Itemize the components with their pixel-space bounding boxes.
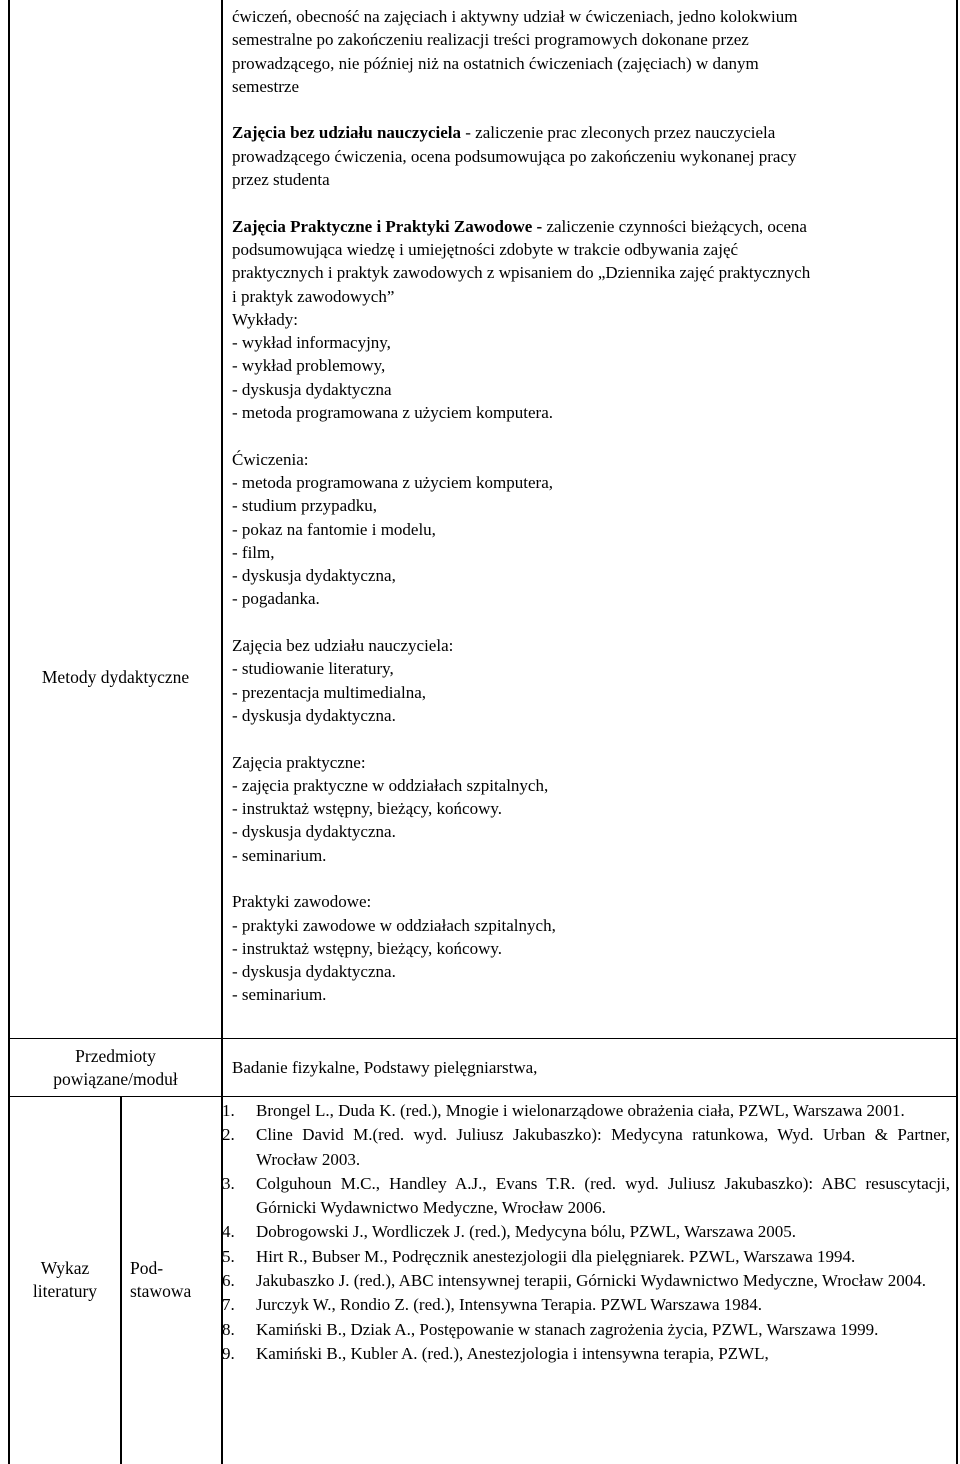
related-subjects-text: Badanie fizykalne, Podstawy pielęgniarstwa, — [232, 1058, 538, 1077]
label-metody-dydaktyczne — [10, 666, 221, 689]
bibliography-text: Cline David M.(red. wyd. Juliusz Jakubaszko): Medycyna ratunkowa, Wyd. Urban & Partner, Wrocław 2003. — [256, 1125, 950, 1169]
methods-line: Zajęcia bez udziału nauczyciela - zaliczenie prac zleconych przez nauczyciela — [232, 123, 776, 143]
bibliography-text: Colguhoun M.C., Handley A.J., Evans T.R. (red. wyd. Juliusz Jakubaszko): ABC resuscytacji, Górnicki Wydawnictwo Medyczne, Wrocław 2006. — [256, 1173, 950, 1218]
methods-line: przez studenta — [232, 170, 330, 190]
methods-line: prowadzącego, nie później niż na ostatnich ćwiczeniach (zajęciach) w danym — [232, 53, 759, 73]
methods-line: - dyskusja dydaktyczna — [232, 379, 392, 399]
methods-line: semestrze — [232, 76, 300, 96]
label-text: Pod- — [130, 1258, 164, 1278]
bibliography-item — [222, 1342, 950, 1366]
methods-line: Praktyki zawodowe: — [232, 892, 372, 912]
methods-line: - dyskusja dydaktyczna. — [232, 962, 396, 982]
methods-line: semestralne po zakończeniu realizacji treści programowych dokonane przez — [232, 30, 749, 50]
methods-line: - praktyki zawodowe w oddziałach szpitalnych, — [232, 915, 556, 935]
methods-line: - wykład problemowy, — [232, 356, 386, 376]
bibliography-number: 4. — [222, 1222, 235, 1242]
label-text: powiązane/moduł — [53, 1069, 178, 1089]
methods-line: - instruktaż wstępny, bieżący, końcowy. — [232, 938, 503, 958]
methods-line: - pogadanka. — [232, 589, 320, 609]
spacer — [232, 424, 952, 447]
table-row-line-1 — [8, 1038, 958, 1039]
label-podstawowa — [130, 1257, 220, 1303]
methods-line: podsumowująca wiedzę i umiejętności zdobyte w trakcie odbywania zajęć — [232, 239, 739, 259]
bold-heading: Zajęcia bez udziału nauczyciela — [232, 123, 462, 143]
bibliography-number: 3. — [222, 1173, 235, 1193]
bibliography-item — [222, 1293, 950, 1317]
label-text: stawowa — [130, 1281, 192, 1301]
table-divider-sub — [120, 1097, 122, 1464]
bibliography-number: 5. — [222, 1246, 235, 1266]
table-border-right — [956, 0, 958, 1464]
methods-line: - metoda programowana z użyciem komputera. — [232, 403, 553, 423]
table-border-left — [8, 0, 10, 1464]
bibliography-text: Jurczyk W., Rondio Z. (red.), Intensywna Terapia. PZWL Warszawa 1984. — [256, 1295, 763, 1315]
methods-line: - wykład informacyjny, — [232, 333, 391, 353]
spacer — [232, 611, 952, 634]
methods-line: - dyskusja dydaktyczna. — [232, 705, 396, 725]
bibliography-text: Jakubaszko J. (red.), ABC intensywnej terapii, Górnicki Wydawnictwo Medyczne, Wrocław 2004. — [256, 1271, 926, 1291]
bibliography-text: Kamiński B., Dziak A., Postępowanie w stanach zagrożenia życia, PZWL, Warszawa 1999. — [256, 1319, 879, 1339]
spacer — [232, 98, 952, 121]
methods-line: prowadzącego ćwiczenia, ocena podsumowująca po zakończeniu wykonanej pracy — [232, 146, 797, 166]
label-text: Metody dydaktyczne — [41, 667, 190, 687]
methods-line: ćwiczeń, obecność na zajęciach i aktywny udział w ćwiczeniach, jedno kolokwium — [232, 7, 798, 26]
bibliography-number: 6. — [222, 1271, 235, 1291]
methods-text-block — [232, 5, 952, 1007]
spacer — [232, 191, 952, 214]
bibliography-text: Brongel L., Duda K. (red.), Mnogie i wielonarządowe obrażenia ciała, PZWL, Warszawa 2001. — [256, 1101, 905, 1120]
methods-line: - seminarium. — [232, 845, 327, 865]
methods-line: - studium przypadku, — [232, 496, 377, 516]
methods-line: - dyskusja dydaktyczna. — [232, 822, 396, 842]
table-row-line-2 — [8, 1096, 958, 1097]
bibliography-item — [222, 1245, 950, 1269]
bibliography-text: Kamiński B., Kubler A. (red.), Anestezjologia i intensywna terapia, PZWL, — [256, 1343, 769, 1363]
methods-line: - instruktaż wstępny, bieżący, końcowy. — [232, 799, 503, 819]
bold-heading: Zajęcia Praktyczne i Praktyki Zawodowe - — [232, 216, 543, 236]
spacer — [232, 867, 952, 890]
spacer — [232, 727, 952, 750]
methods-line: Zajęcia praktyczne: — [232, 752, 366, 772]
label-text: literatury — [32, 1281, 98, 1301]
bibliography-item — [222, 1269, 950, 1293]
methods-line: - dyskusja dydaktyczna, — [232, 566, 396, 586]
bibliography-item — [222, 1172, 950, 1221]
bibliography-number: 1. — [222, 1101, 235, 1120]
methods-line: - studiowanie literatury, — [232, 659, 394, 679]
bibliography-item — [222, 1123, 950, 1172]
methods-line: Ćwiczenia: — [232, 449, 309, 469]
bibliography-number: 2. — [222, 1125, 235, 1145]
label-text: Przedmioty — [75, 1046, 156, 1066]
methods-line: Wykłady: — [232, 309, 299, 329]
label-wykaz-literatury — [10, 1257, 120, 1303]
bibliography-item — [222, 1099, 950, 1123]
label-przedmioty-powiazane — [10, 1045, 221, 1091]
methods-line: praktycznych i praktyk zawodowych z wpisaniem do „Dziennika zajęć praktycznych — [232, 263, 811, 283]
methods-line: Zajęcia bez udziału nauczyciela: — [232, 636, 454, 656]
bibliography-item — [222, 1318, 950, 1342]
bibliography-list — [222, 1099, 950, 1366]
methods-line: - metoda programowana z użyciem komputera, — [232, 472, 553, 492]
bibliography-number: 7. — [222, 1295, 235, 1315]
label-text: Wykaz — [40, 1258, 90, 1278]
bibliography-text: Dobrogowski J., Wordliczek J. (red.), Medycyna bólu, PZWL, Warszawa 2005. — [256, 1222, 797, 1242]
bibliography-number: 9. — [222, 1343, 235, 1363]
methods-line: - zajęcia praktyczne w oddziałach szpitalnych, — [232, 775, 549, 795]
methods-line: - film, — [232, 542, 275, 562]
methods-line: - prezentacja multimedialna, — [232, 682, 426, 702]
methods-line: Zajęcia Praktyczne i Praktyki Zawodowe - zaliczenie czynności bieżących, ocena — [232, 216, 807, 236]
bibliography-item — [222, 1220, 950, 1244]
methods-line: - seminarium. — [232, 985, 327, 1005]
bibliography-number: 8. — [222, 1319, 235, 1339]
methods-line: i praktyk zawodowych” — [232, 286, 395, 306]
bibliography-text: Hirt R., Bubser M., Podręcznik anestezjologii dla pielęgniarek. PZWL, Warszawa 1994. — [256, 1246, 856, 1266]
methods-line: - pokaz na fantomie i modelu, — [232, 519, 436, 539]
